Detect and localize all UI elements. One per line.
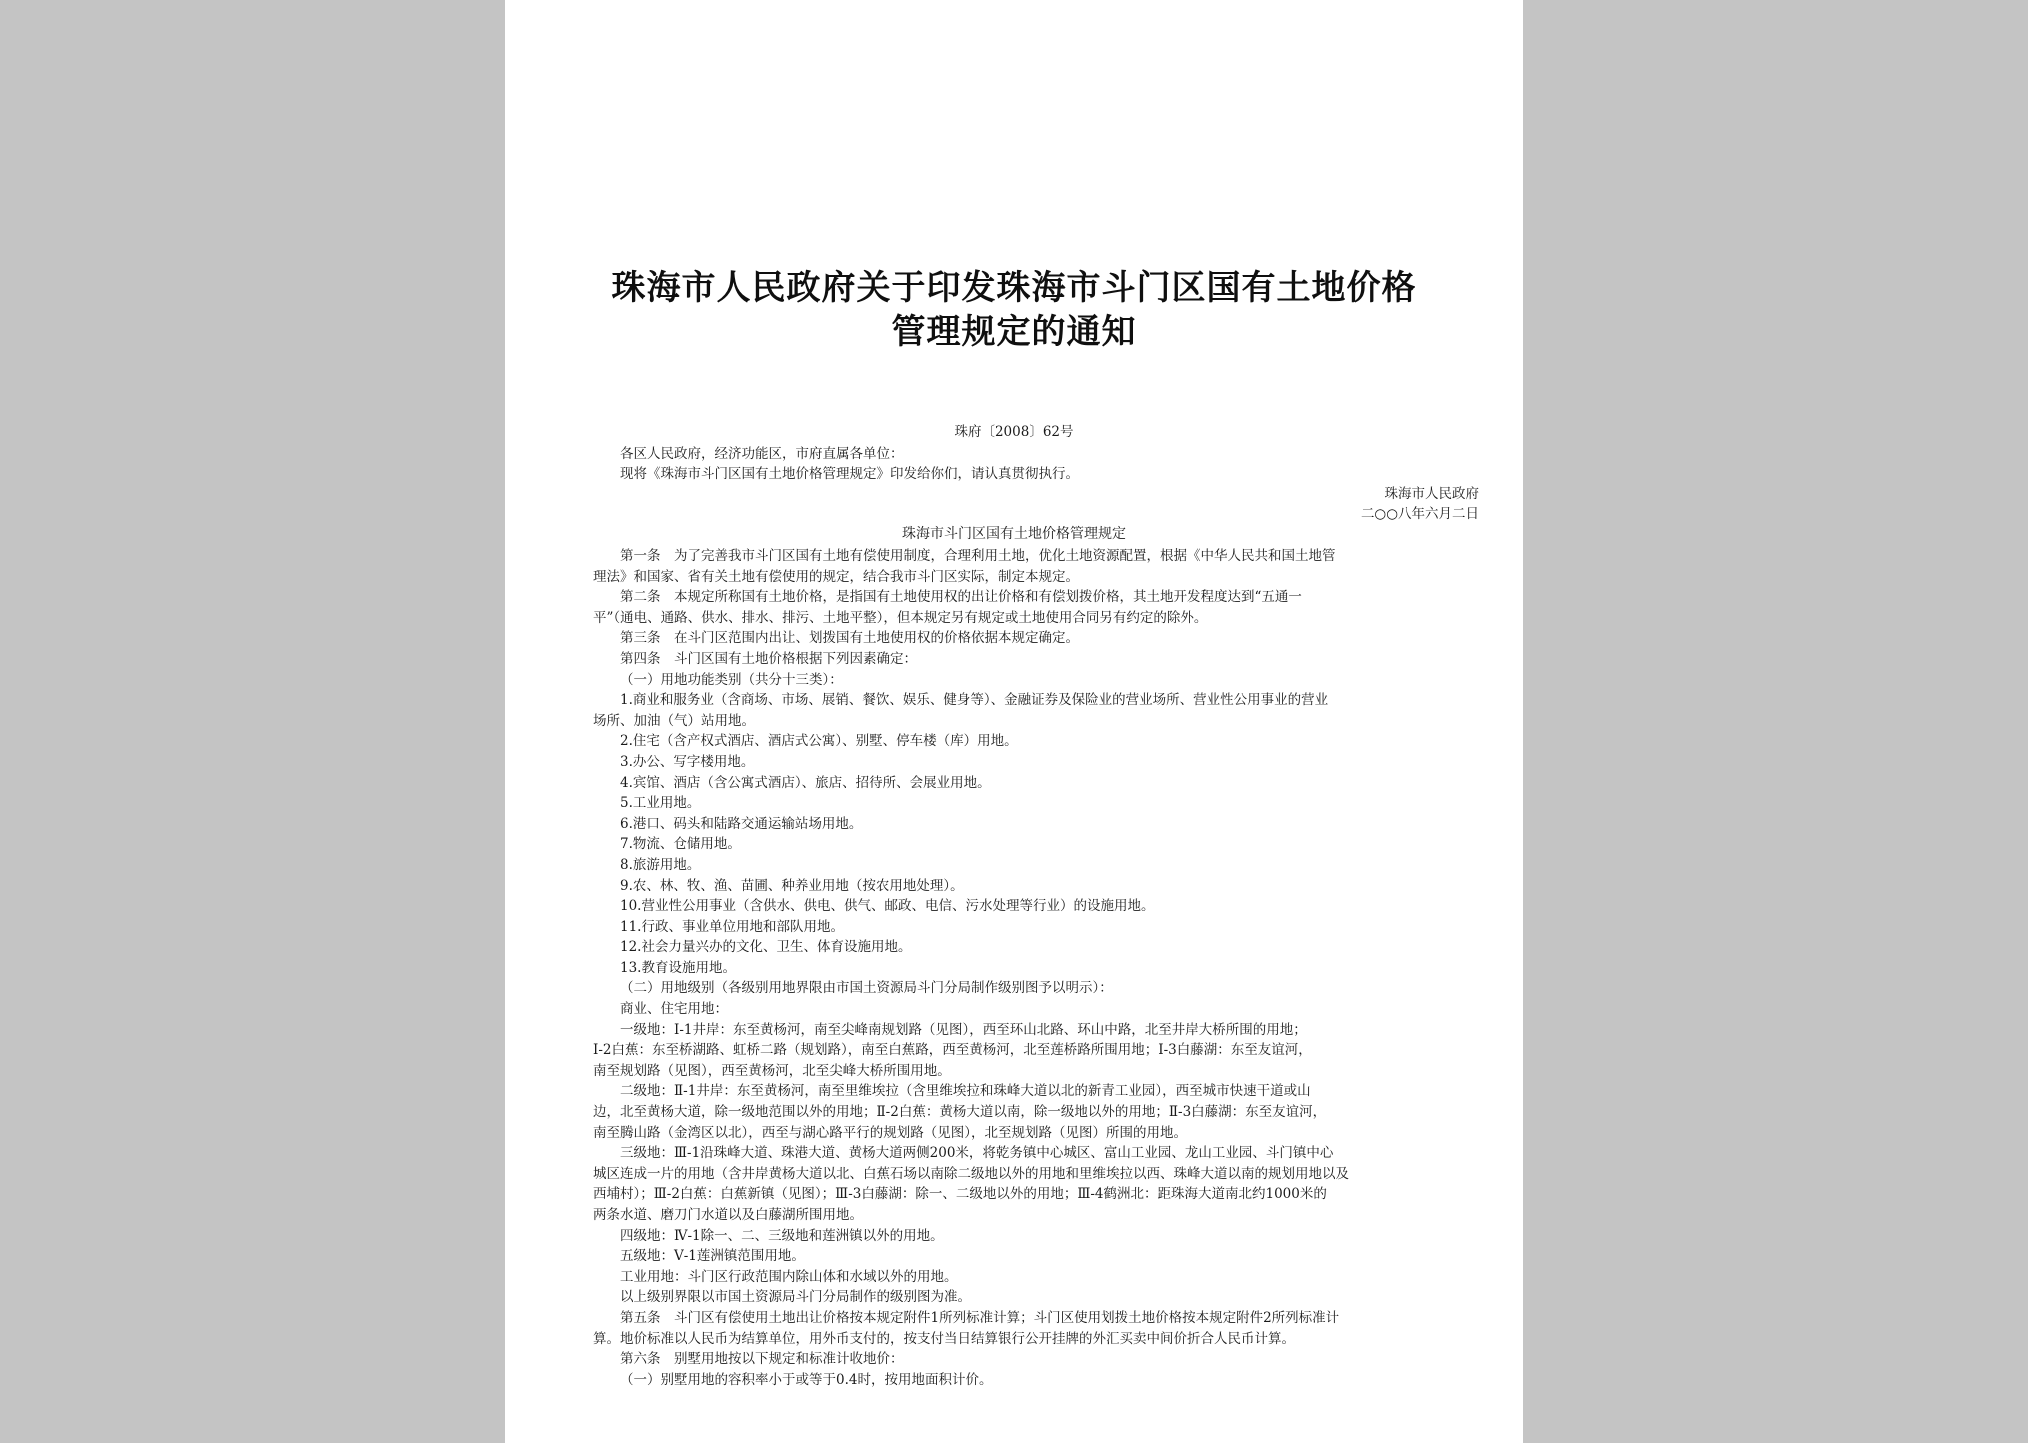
addressee-line: 各区人民政府，经济功能区，市府直属各单位： <box>620 446 904 462</box>
intro-block <box>593 444 1473 484</box>
document-page <box>505 0 1523 1443</box>
body-line: 10.营业性公用事业（含供水、供电、供气、邮政、电信、污水处理等行业）的设施用地。 <box>620 898 1155 915</box>
body-line: 理法》和国家、省有关土地有偿使用的规定，结合我市斗门区实际，制定本规定。 <box>593 568 1079 585</box>
body-line: 13.教育设施用地。 <box>620 959 736 976</box>
body-line: 南至腾山路（金湾区以北），西至与湖心路平行的规划路（见图），北至规划路（见图）所围的用地。 <box>593 1124 1187 1141</box>
body-line: 西埔村）；Ⅲ-2白蕉：白蕉新镇（见图）；Ⅲ-3白藤湖：除一、二级地以外的用地；Ⅲ-4鹤洲北：距珠海大道南北约1000米的 <box>593 1186 1327 1203</box>
body-line: 南至规划路（见图），西至黄杨河，北至尖峰大桥所围用地。 <box>593 1062 951 1079</box>
body-line: 算。地价标准以人民币为结算单位，用外币支付的，按支付当日结算银行公开挂牌的外汇买卖中间价折合人民币计算。 <box>593 1330 1295 1347</box>
body-line: 12.社会力量兴办的文化、卫生、体育设施用地。 <box>620 939 912 956</box>
signature-organization: 珠海市人民政府 <box>1384 486 1479 502</box>
body-line: 第六条 别墅用地按以下规定和标准计收地价： <box>620 1351 904 1368</box>
body-line: 11.行政、事业单位用地和部队用地。 <box>620 918 844 935</box>
body-line: 第五条 斗门区有偿使用土地出让价格按本规定附件1所列标准计算；斗门区使用划拨土地价格按本规定附件2所列标准计 <box>620 1309 1340 1326</box>
body-line: 两条水道、磨刀门水道以及白藤湖所围用地。 <box>593 1207 863 1223</box>
body-line: 8.旅游用地。 <box>620 856 701 873</box>
body-line: 二级地：Ⅱ-1井岸：东至黄杨河，南至里维埃拉（含里维埃拉和珠峰大道以北的新青工业园），西至城市快速干道或山 <box>620 1083 1311 1100</box>
body-line: 3.办公、写字楼用地。 <box>620 753 755 770</box>
body-line: 五级地：Ⅴ-1莲洲镇范围用地。 <box>620 1248 805 1265</box>
regulation-subtitle: 珠海市斗门区国有土地价格管理规定 <box>902 526 1126 542</box>
body-line: 城区连成一片的用地（含井岸黄杨大道以北、白蕉石场以南除二级地以外的用地和里维埃拉以西、珠峰大道以南的规划用地以及 <box>593 1165 1349 1182</box>
body-line: 第二条 本规定所称国有土地价格，是指国有土地使用权的出让价格和有偿划拨价格，其土地开发程度达到“五通一 <box>620 589 1302 606</box>
body-line: 以上级别界限以市国土资源局斗门分局制作的级别图为准。 <box>620 1289 971 1306</box>
body-line: 第一条 为了完善我市斗门区国有土地有偿使用制度，合理利用土地，优化土地资源配置，根据《中华人民共和国土地管 <box>620 548 1336 564</box>
body-line: 7.物流、仓储用地。 <box>620 836 741 853</box>
body-line: 商业、住宅用地： <box>620 1001 728 1018</box>
body-line: 工业用地：斗门区行政范围内除山体和水域以外的用地。 <box>620 1268 958 1285</box>
body-line: 6.港口、码头和陆路交通运输站场用地。 <box>620 815 863 832</box>
signature-date: 二○○八年六月二日 <box>1360 506 1479 522</box>
body-line: （一）别墅用地的容积率小于或等于0.4时，按用地面积计价。 <box>620 1371 993 1388</box>
body-line: 5.工业用地。 <box>620 795 701 812</box>
body-line: 三级地：Ⅲ-1沿珠峰大道、珠港大道、黄杨大道两侧200米，将乾务镇中心城区、富山工业园、龙山工业园、斗门镇中心 <box>620 1145 1334 1162</box>
document-title-line-1: 珠海市人民政府关于印发珠海市斗门区国有土地价格 <box>611 268 1417 308</box>
body-line: 第四条 斗门区国有土地价格根据下列因素确定： <box>620 650 917 667</box>
body-line: 2.住宅（含产权式酒店、酒店式公寓）、别墅、停车楼（库）用地。 <box>620 733 1018 750</box>
regulation-body <box>593 546 1473 1390</box>
body-line: 边，北至黄杨大道，除一级地范围以外的用地；Ⅱ-2白蕉：黄杨大道以南，除一级地以外的用地；Ⅱ-3白藤湖：东至友谊河， <box>593 1104 1327 1121</box>
document-number: 珠府〔2008〕62号 <box>954 424 1074 440</box>
body-line: 四级地：Ⅳ-1除一、二、三级地和莲洲镇以外的用地。 <box>620 1227 944 1244</box>
body-line: 9.农、林、牧、渔、苗圃、种养业用地（按农用地处理）。 <box>620 877 964 894</box>
body-line: （一）用地功能类别（共分十三类）： <box>620 671 843 688</box>
body-line: （二）用地级别（各级别用地界限由市国土资源局斗门分局制作级别图予以明示）： <box>620 980 1113 997</box>
document-title-line-2: 管理规定的通知 <box>891 312 1137 352</box>
body-line: 1.商业和服务业（含商场、市场、展销、餐饮、娱乐、健身等）、金融证券及保险业的营业场所、营业性公用事业的营业 <box>620 692 1329 709</box>
intro-line: 现将《珠海市斗门区国有土地价格管理规定》印发给你们，请认真贯彻执行。 <box>620 466 1079 482</box>
body-line: 4.宾馆、酒店（含公寓式酒店）、旅店、招待所、会展业用地。 <box>620 774 991 791</box>
body-line: Ⅰ-2白蕉：东至桥湖路、虹桥二路（规划路），南至白蕉路，西至黄杨河，北至莲桥路所围用地；Ⅰ-3白藤湖：东至友谊河， <box>593 1042 1312 1059</box>
body-line: 一级地：Ⅰ-1井岸：东至黄杨河，南至尖峰南规划路（见图），西至环山北路、环山中路，北至井岸大桥所围的用地； <box>620 1021 1307 1038</box>
body-line: 平”（通电、通路、供水、排水、排污、土地平整），但本规定另有规定或土地使用合同另有约定的除外。 <box>593 609 1208 626</box>
body-line: 第三条 在斗门区范围内出让、划拨国有土地使用权的价格依据本规定确定。 <box>620 630 1079 647</box>
body-line: 场所、加油（气）站用地。 <box>593 712 755 729</box>
